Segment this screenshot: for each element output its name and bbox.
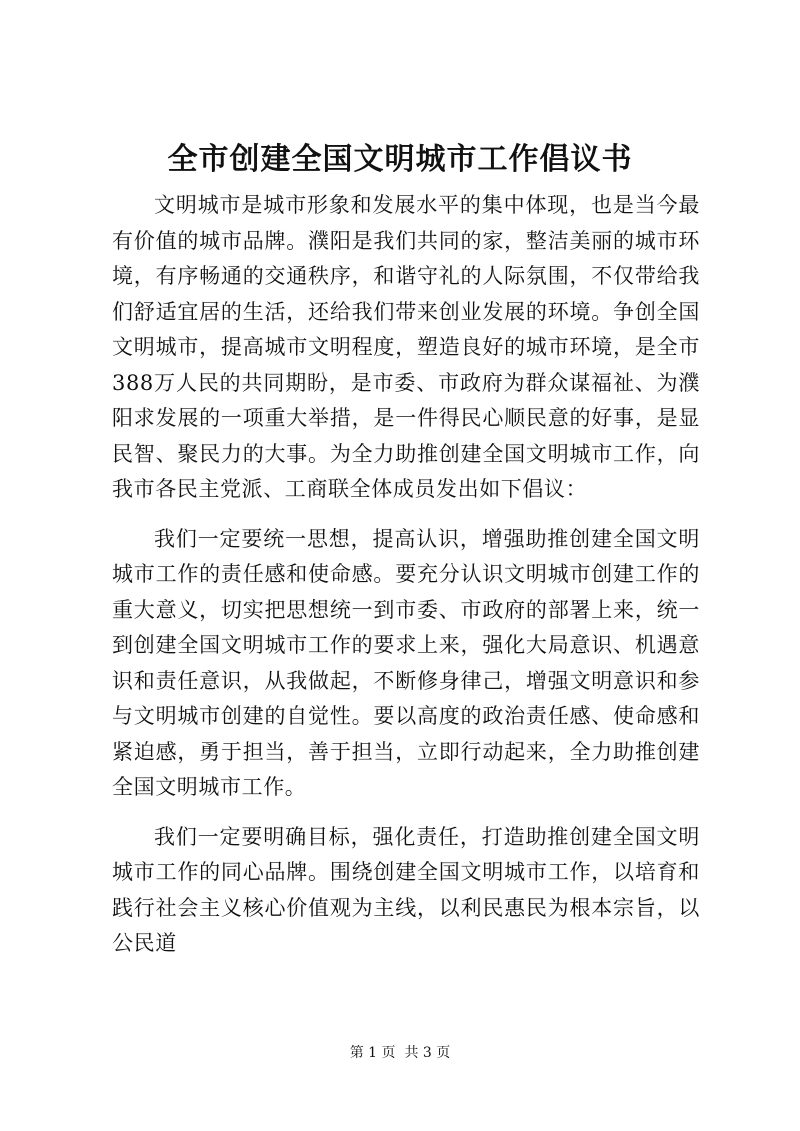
paragraph-3: 我们一定要明确目标，强化责任，打造助推创建全国文明城市工作的同心品牌。围绕创建全国文明城市工作，以培育和践行社会主义核心价值观为主线，以利民惠民为根本宗旨，以公民道: [112, 824, 700, 955]
document-title: 全市创建全国文明城市工作倡议书: [167, 142, 633, 177]
paragraph-1: 文明城市是城市形象和发展水平的集中体现，也是当今最有价值的城市品牌。濮阳是我们共同的家，整洁美丽的城市环境，有序畅通的交通秩序，和谐守礼的人际氛围，不仅带给我们舒适宜居的生活，还给我们带来创业发展的环境。争创全国文明城市，提高城市文明程度，塑造良好的城市环境，是全市388万人民的共同期盼，是市委、市政府为群众谋福祉、为濮阳求发展的一项重大举措，是一件得民心顺民意的好事，是显民智、聚民力的大事。为全力助推创建全国文明城市工作，向我市各民主党派、工商联全体成员发出如下倡议：: [112, 193, 700, 501]
page-footer: [0, 1043, 800, 1063]
document-body: [112, 188, 700, 962]
paragraph-2: 我们一定要统一思想，提高认识，增强助推创建全国文明城市工作的责任感和使命感。要充分认识文明城市创建工作的重大意义，切实把思想统一到市委、市政府的部署上来，统一到创建全国文明城市工作的要求上来，强化大局意识、机遇意识和责任意识，从我做起，不断修身律己，增强文明意识和参与文明城市创建的自觉性。要以高度的政治责任感、使命感和紧迫感，勇于担当，善于担当，立即行动起来，全力助推创建全国文明城市工作。: [112, 526, 700, 799]
page-number-label: 第 1 页 共 3 页: [349, 1045, 451, 1061]
